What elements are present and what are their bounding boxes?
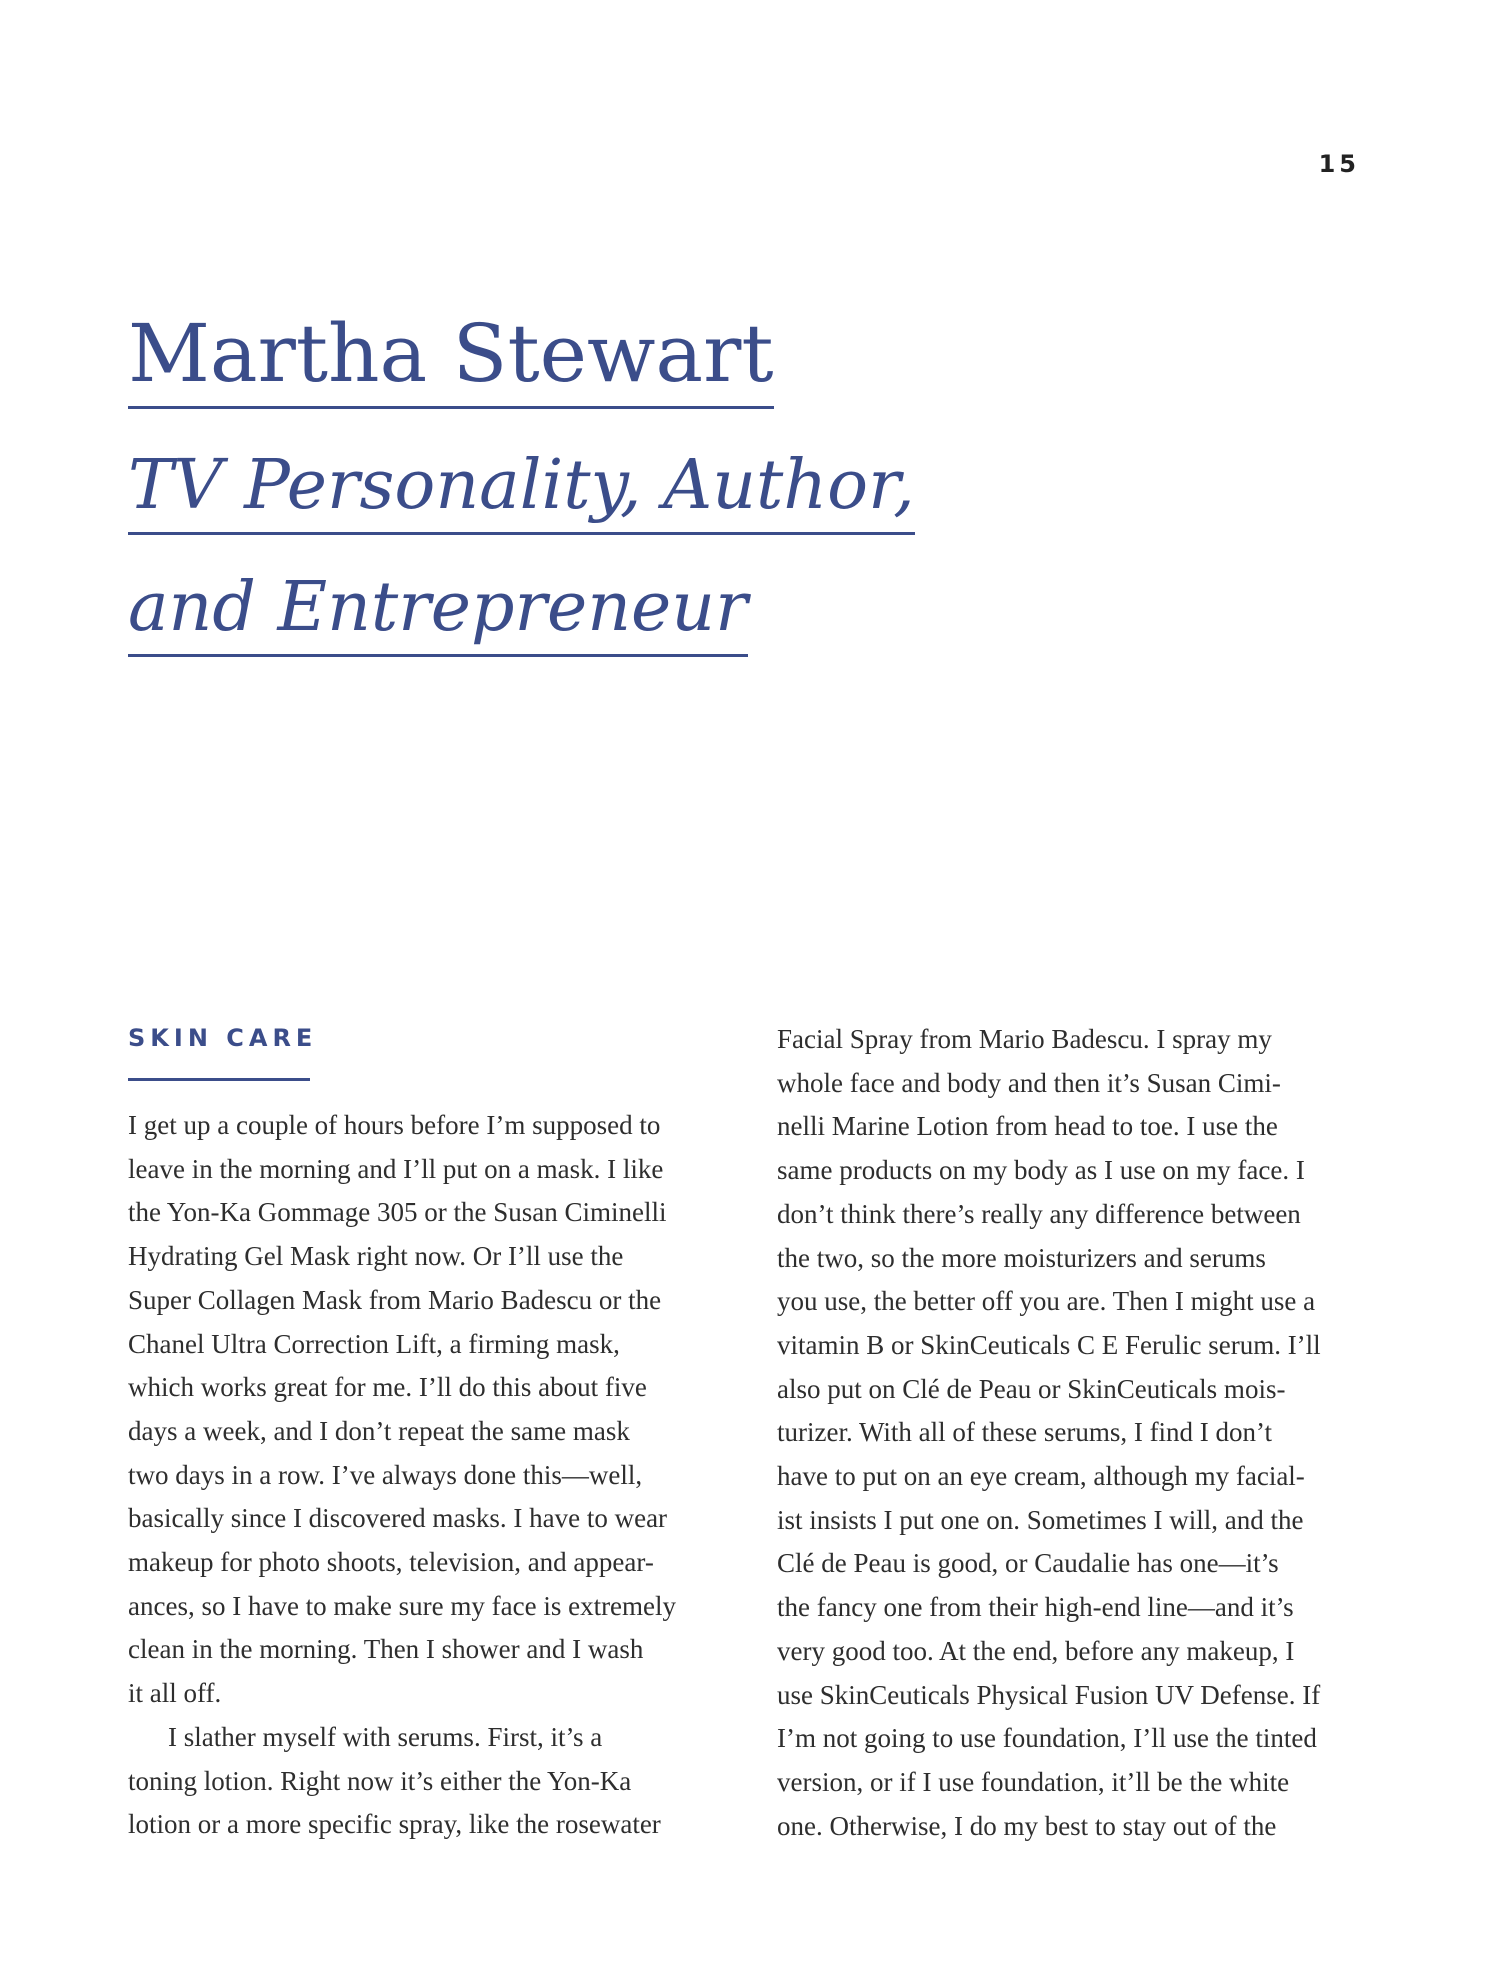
text-line: one. Otherwise, I do my best to stay out of the (777, 1810, 1277, 1841)
text-line: very good too. At the end, before any makeup, I (777, 1635, 1295, 1666)
text-line: use SkinCeuticals Physical Fusion UV Defense. If (777, 1679, 1321, 1710)
text-line: version, or if I use foundation, it’ll be the white (777, 1766, 1290, 1797)
text-line: basically since I discovered masks. I have to wear (128, 1503, 668, 1534)
right-column (777, 1018, 1377, 1848)
text-line: have to put on an eye cream, although my facial- (777, 1461, 1305, 1492)
text-line: lotion or a more specific spray, like the rosewater (128, 1809, 661, 1840)
text-line: turizer. With all of these serums, I find I don’t (777, 1417, 1273, 1448)
text-line: leave in the morning and I’ll put on a mask. I like (128, 1153, 664, 1184)
subtitle-line-2: and Entrepreneur (128, 571, 748, 657)
text-line: makeup for photo shoots, television, and appear- (128, 1547, 654, 1578)
text-line: vitamin B or SkinCeuticals C E Ferulic serum. I’ll (777, 1329, 1321, 1360)
text-line: Chanel Ultra Correction Lift, a firming mask, (128, 1328, 620, 1359)
page-number: 15 (1318, 150, 1360, 178)
text-line: the Yon-Ka Gommage 305 or the Susan Ciminelli (128, 1197, 667, 1228)
text-line: toning lotion. Right now it’s either the Yon-Ka (128, 1765, 632, 1796)
text-line: same products on my body as I use on my face. I (777, 1155, 1305, 1186)
text-line: Facial Spray from Mario Badescu. I spray my (777, 1024, 1272, 1054)
subtitle-line-1: TV Personality, Author, (128, 449, 915, 535)
text-line: clean in the morning. Then I shower and I wash (128, 1634, 644, 1665)
text-line: I’m not going to use foundation, I’ll use the tinted (777, 1723, 1317, 1754)
text-line: which works great for me. I’ll do this about five (128, 1372, 647, 1403)
page-title: Martha Stewart (128, 310, 774, 409)
text-line: Clé de Peau is good, or Caudalie has one—it’s (777, 1548, 1279, 1579)
text-line: Hydrating Gel Mask right now. Or I’ll use the (128, 1241, 624, 1272)
text-line: ances, so I have to make sure my face is extremely (128, 1590, 677, 1621)
left-column (128, 1104, 728, 1847)
section-rule (128, 1078, 310, 1081)
text-line: Super Collagen Mask from Mario Badescu or the (128, 1284, 662, 1315)
text-line: the fancy one from their high-end line—and it’s (777, 1592, 1294, 1623)
text-line: ist insists I put one on. Sometimes I will, and the (777, 1504, 1304, 1535)
text-line: the two, so the more moisturizers and serums (777, 1242, 1266, 1273)
text-line: don’t think there’s really any difference between (777, 1198, 1301, 1229)
text-line: I get up a couple of hours before I’m supposed to (128, 1110, 661, 1140)
text-line: also put on Clé de Peau or SkinCeuticals mois- (777, 1373, 1286, 1404)
text-line: two days in a row. I’ve always done this—well, (128, 1459, 643, 1490)
text-line: nelli Marine Lotion from head to toe. I use the (777, 1111, 1278, 1142)
text-line: it all off. (128, 1678, 222, 1709)
text-line: I slather myself with serums. First, it’s a (168, 1721, 603, 1752)
title-block (128, 307, 915, 693)
text-line: days a week, and I don’t repeat the same mask (128, 1415, 630, 1446)
text-line: you use, the better off you are. Then I might use a (777, 1286, 1316, 1317)
text-line: whole face and body and then it’s Susan Cimi- (777, 1067, 1281, 1098)
section-heading: SKIN CARE (128, 1024, 318, 1052)
